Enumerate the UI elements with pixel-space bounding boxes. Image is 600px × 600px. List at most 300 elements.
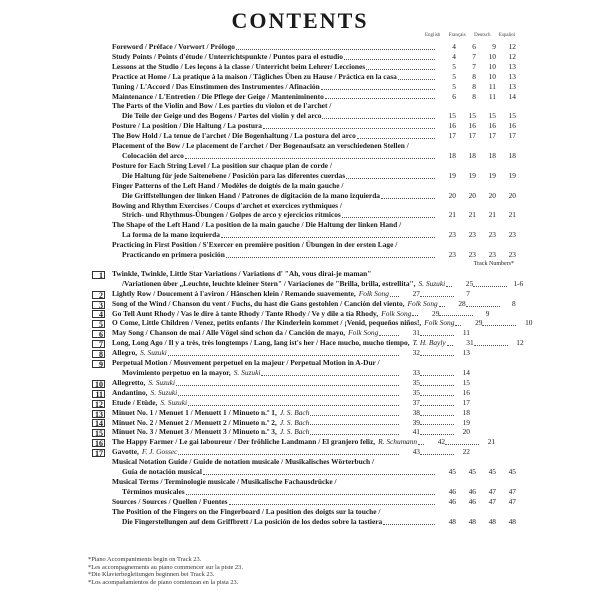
track-number: 21: [487, 437, 496, 447]
page-and-track: [400, 388, 516, 398]
composer: S. Suzuki: [140, 348, 167, 358]
leader-dots: [321, 89, 435, 90]
page-number: 14: [508, 91, 516, 101]
leader-dots: [381, 198, 435, 199]
track-number: 19: [462, 417, 470, 427]
track-numbers-heading: Track Numbers*: [473, 260, 514, 267]
toc-entry-line[interactable]: [112, 42, 516, 52]
page-number: 23: [508, 230, 516, 240]
leader-dots: [412, 315, 418, 316]
leader-dots: [420, 418, 454, 426]
piece-title: Allegro,: [112, 348, 138, 358]
track-number: 15: [462, 377, 470, 387]
track-number: 9: [485, 308, 490, 318]
page-number: 8: [472, 81, 476, 91]
toc-entry-line[interactable]: [112, 151, 516, 161]
page-numbers: [436, 230, 516, 240]
toc-entry-line[interactable]: [112, 72, 516, 82]
piece-number-box: 14: [92, 419, 105, 427]
page-number: 17: [488, 131, 496, 141]
page-number: 17: [508, 131, 516, 141]
toc-entry-line[interactable]: [112, 111, 516, 121]
column-english: English: [425, 33, 441, 38]
page-and-track: [400, 328, 516, 338]
leader-dots: [420, 398, 454, 406]
leader-dots: [420, 368, 454, 376]
page-number: 47: [508, 496, 516, 506]
track-number: 10: [525, 318, 533, 328]
piece-number-box: 8: [92, 350, 105, 358]
piece-title: Long, Long Ago / Il y a très, très longtemps / Lang, lang ist's her / Hace mucho, mucho tiempo,: [112, 338, 410, 348]
page-number: 18: [448, 150, 456, 160]
leader-dots: [176, 385, 399, 386]
page-number: 6: [472, 42, 476, 51]
leader-dots: [263, 128, 435, 129]
page-numbers: [436, 517, 516, 527]
leader-dots: [310, 415, 399, 416]
piece-number-box: 16: [92, 439, 105, 447]
composer: Folk Song: [348, 328, 379, 338]
page-numbers: [436, 250, 516, 260]
toc-entry-line[interactable]: [112, 101, 516, 111]
track-number: 17: [462, 397, 470, 407]
toc-entry-line[interactable]: [112, 477, 516, 487]
leader-dots: [168, 355, 399, 356]
page-number: 17: [448, 131, 456, 141]
entry-title: Die Teile der Geige und des Bogens / Partes del violín y del arco: [122, 111, 322, 121]
page-and-track: [419, 309, 535, 319]
page-number: 48: [468, 516, 476, 526]
page-number: 19: [448, 170, 456, 180]
page-numbers: [436, 151, 516, 161]
piece-number-box: 4: [92, 310, 105, 318]
page-number: 32: [412, 348, 420, 358]
composer: Folk Song: [358, 288, 389, 298]
piece-title: Minuet No. 1 / Menuet 1 / Menuett 1 / Minueto n.º 1,: [112, 407, 277, 417]
entry-title: Posture for Each String Level / La position sur chaque plan de corde /: [112, 160, 332, 170]
toc-entry-line[interactable]: [112, 52, 516, 62]
page-and-track: [454, 338, 570, 348]
entry-title: Placement of the Bow / Le placement de l'archet / Der Bogenaufsatz an verschiedenen Stellen /: [112, 141, 409, 151]
page-number: 15: [508, 111, 516, 121]
leader-dots: [344, 59, 435, 60]
leader-dots: [357, 138, 435, 139]
page-number: 9: [492, 42, 496, 51]
composer: S. Suzuki: [160, 397, 188, 407]
track-number: 14: [462, 368, 470, 377]
piece-number-box: 10: [92, 380, 105, 388]
toc-entry-line[interactable]: [112, 191, 516, 201]
page-and-track: [400, 418, 516, 428]
page-title: CONTENTS: [231, 8, 369, 33]
piece-title: O Come, Little Children / Venez, petits enfants / Ihr Kinderlein kommet / ¡Venid, pequeños niños!,: [112, 318, 422, 328]
leader-dots: [482, 318, 516, 326]
page-number: 47: [508, 486, 516, 496]
page-number: 27: [412, 288, 420, 298]
piece-number-box: 17: [92, 449, 105, 457]
page-number: 31: [412, 328, 420, 338]
entry-title: Guía de notación musical: [122, 467, 202, 477]
column-espanol: Español: [498, 33, 515, 38]
footnote-english: *Piano Accompaniments begin on Track 23.: [88, 556, 202, 563]
piece-number-box: 15: [92, 429, 105, 437]
page-number: 16: [468, 121, 476, 131]
composer: F. J. Gossec: [141, 447, 178, 457]
track-number: 12: [516, 338, 524, 348]
page-number: 6: [452, 91, 456, 101]
entry-title: Foreword / Préface / Vorwort / Prólogo: [112, 42, 236, 51]
track-number: 18: [462, 407, 470, 417]
page-numbers: [436, 52, 516, 62]
piece-number-box: 7: [92, 340, 105, 348]
piece-entry-line[interactable]: [95, 407, 516, 419]
page-and-track: [462, 318, 578, 328]
page-number: 15: [468, 111, 476, 121]
toc-entry-line[interactable]: [112, 517, 516, 527]
page-number: 47: [488, 486, 496, 496]
page-number: 7: [472, 61, 476, 71]
composer: J. S. Bach: [279, 427, 310, 437]
leader-dots: [188, 405, 399, 406]
page-number: 29: [432, 308, 440, 318]
piece-entry-line[interactable]: [99, 298, 516, 310]
piece-entry-line[interactable]: [99, 358, 516, 369]
footnote-spanish: *Los acompañamientos de piano comienzan en la pista 23.: [88, 578, 239, 586]
page-numbers: [436, 210, 516, 220]
piece-title: /Variationen über „Leuchte, leuchte kleiner Stern" / Variaciones de "Brilla, brilla, estrellita",: [122, 278, 416, 288]
leader-dots: [439, 309, 473, 317]
piece-title: May Song / Chanson de mai / Alle Vögel sind schon da / Canción de mayo,: [112, 328, 346, 338]
entry-title: Bowing and Rhythm Exercises / Coups d'archet et exercices rythmiques /: [112, 200, 342, 210]
leader-dots: [261, 375, 399, 376]
track-number: 16: [462, 387, 470, 397]
page-number: 46: [448, 496, 456, 506]
page-number: 5: [452, 81, 456, 91]
piece-title: Lightly Row / Doucement à l'aviron / Hänschen klein / Remando suavemente,: [112, 288, 356, 298]
page-numbers: [436, 191, 516, 201]
page-number: 23: [508, 250, 516, 260]
piece-number-box: 9: [92, 360, 105, 368]
leader-dots: [390, 296, 399, 297]
entry-title: Lessons at the Studio / Les leçons à la classe / Unterricht beim Lehrer/ Lecciones: [112, 61, 366, 71]
page-number: 19: [468, 170, 476, 180]
page-and-track: [425, 437, 541, 447]
page-number: 18: [488, 150, 496, 160]
piece-entry-line[interactable]: [95, 437, 516, 449]
page-number: 5: [452, 71, 456, 81]
piece-entry-line[interactable]: [99, 348, 516, 360]
toc-entry-line[interactable]: [112, 240, 516, 250]
entry-title: The Bow Hold / La tenue de l'archet / Die Bogenhaltung / La postura del arco: [112, 131, 356, 141]
piece-entry-line[interactable]: [99, 268, 516, 280]
page-number: 46: [468, 486, 476, 496]
leader-dots: [439, 306, 445, 307]
leader-dots: [226, 257, 435, 258]
page-number: 21: [468, 210, 476, 220]
piece-entry-line[interactable]: [95, 387, 516, 399]
piece-entry-line[interactable]: [95, 417, 516, 429]
piece-entry-line[interactable]: [99, 328, 516, 340]
leader-dots: [420, 378, 454, 386]
page-number: 23: [488, 250, 496, 260]
leader-dots: [178, 395, 399, 396]
entry-title: Sources / Sources / Quellen / Fuentes: [112, 496, 228, 506]
toc-entry-line[interactable]: [112, 62, 516, 72]
page-number: 39: [412, 417, 420, 427]
leader-dots: [418, 444, 424, 445]
page-number: 42: [437, 437, 446, 447]
leader-dots: [178, 454, 399, 455]
piece-entry-line[interactable]: [95, 427, 516, 439]
page-number: 4: [452, 51, 456, 61]
piece-entry-line[interactable]: [95, 397, 516, 409]
leader-dots: [420, 447, 454, 455]
page-number: 19: [508, 170, 516, 180]
leader-dots: [420, 289, 454, 297]
page-and-track: [400, 289, 516, 299]
entry-title: Musical Terms / Terminologie musicale / Musikalische Fachausdrücke /: [112, 476, 337, 486]
piece-entry-line[interactable]: [99, 308, 516, 320]
leader-dots: [447, 345, 453, 346]
page-number: 12: [508, 42, 516, 51]
track-number: 22: [462, 447, 470, 457]
piece-title: Perpetual Motion / Mouvement perpetuel en la majeur / Perpetual Motion in A-Dur /: [112, 358, 380, 368]
toc-entry-line[interactable]: [112, 467, 516, 477]
track-number: 8: [512, 298, 516, 308]
leader-dots: [420, 427, 454, 435]
page-and-track: [400, 348, 516, 358]
track-number: 20: [462, 427, 470, 437]
toc-entry-line[interactable]: [112, 141, 516, 151]
page-number: 20: [508, 190, 516, 200]
composer: J. S. Bach: [279, 417, 310, 427]
toc-entry-line[interactable]: [112, 230, 516, 240]
page-number: 13: [508, 61, 516, 71]
leader-dots: [221, 237, 435, 238]
page-number: 15: [448, 111, 456, 121]
piece-number-box: 1: [92, 271, 105, 279]
composer: T. H. Bayly: [412, 338, 446, 348]
page-number: 20: [468, 190, 476, 200]
page-number: 45: [488, 467, 496, 477]
toc-entry-line[interactable]: [112, 210, 516, 220]
column-francais: Français: [448, 33, 466, 38]
page-number: 45: [448, 467, 456, 477]
composer: Folk Song: [407, 298, 438, 308]
footnote-german: *Die Klavierbegleitungen beginnen bei Track 23.: [88, 571, 215, 579]
page-number: 29: [475, 318, 483, 328]
toc-entry-line[interactable]: [112, 507, 516, 517]
piece-number-box: 11: [92, 390, 105, 398]
page-number: 46: [468, 496, 476, 506]
page-number: 45: [468, 467, 476, 477]
toc-entry-line[interactable]: [112, 121, 516, 131]
leader-dots: [466, 299, 500, 307]
page-numbers: [436, 467, 516, 477]
leader-dots: [236, 49, 435, 50]
page-number: 23: [448, 230, 456, 240]
page-number: 15: [488, 111, 496, 121]
entry-title: Términos musicales: [122, 486, 185, 496]
page-number: 10: [488, 61, 496, 71]
piece-number-box: 6: [92, 330, 105, 338]
page-number: 20: [448, 190, 456, 200]
page-number: 38: [412, 407, 420, 417]
toc-entry-line[interactable]: [112, 201, 516, 211]
piece-title: Gavotte,: [112, 447, 139, 457]
entry-title: Strich- und Rhythmus-Übungen / Golpes de arco y ejercicios rítmicos: [122, 210, 341, 220]
column-deutsch: Deutsch: [474, 33, 491, 38]
page-numbers: [436, 111, 516, 121]
leader-dots: [446, 286, 452, 287]
piece-entry-line[interactable]: [99, 288, 516, 300]
page-number: 48: [508, 516, 516, 526]
leader-dots: [342, 217, 435, 218]
page-number: 12: [508, 51, 516, 61]
page-number: 20: [488, 190, 496, 200]
leader-dots: [420, 408, 454, 416]
piece-number-box: 12: [92, 400, 105, 408]
page-number: 21: [508, 210, 516, 220]
page-number: 25: [465, 278, 474, 288]
leader-dots: [203, 474, 435, 475]
entry-title: Practice at Home / La pratique à la maison / Tägliches Üben zu Hause / Práctica en la casa: [112, 71, 397, 81]
leader-dots: [229, 504, 435, 505]
leader-dots: [186, 494, 435, 495]
entry-title: Tuning / L'Accord / Das Einstimmen des Instrumentes / Afinación: [112, 81, 320, 91]
page-numbers: [436, 121, 516, 131]
page-numbers: [436, 497, 516, 507]
leader-dots: [420, 388, 454, 396]
page-numbers: [436, 487, 516, 497]
page-and-track: [446, 299, 562, 309]
page-number: 31: [466, 338, 474, 348]
page-number: 18: [468, 150, 476, 160]
composer: S. Suzuki: [148, 377, 175, 387]
piece-title: Song of the Wind / Chanson du vent / Fuchs, du hast die Gans gestohlen / Canción del viento,: [112, 298, 405, 308]
toc-entry-line[interactable]: [112, 487, 516, 497]
page-number: 48: [448, 516, 456, 526]
page-number: 47: [488, 496, 496, 506]
page-number: 33: [412, 368, 420, 377]
page-number: 13: [508, 81, 516, 91]
page-number: 23: [468, 230, 476, 240]
toc-entry-line[interactable]: [112, 131, 516, 141]
page-number: 13: [508, 71, 516, 81]
page-number: 11: [488, 91, 496, 101]
leader-dots: [473, 279, 507, 287]
page-number: 35: [412, 387, 420, 397]
toc-entry-line[interactable]: [112, 92, 516, 102]
track-number: 7: [466, 288, 470, 298]
entry-title: Die Fingerstellungen auf dem Griffbrett / La posición de los dedos sobre la tastiera: [122, 516, 383, 526]
leader-dots: [366, 69, 435, 70]
track-number: 1-6: [513, 278, 524, 288]
toc-entry-line[interactable]: [112, 497, 516, 507]
toc-entry-line[interactable]: [112, 250, 516, 260]
piece-number-box: 13: [92, 410, 105, 418]
page-number: 46: [448, 486, 456, 496]
composer: S. Suzuki: [233, 368, 261, 377]
toc-entry-line[interactable]: [112, 171, 516, 181]
page-and-track: [400, 427, 516, 437]
page-number: 23: [448, 250, 456, 260]
piece-title: Go Tell Aunt Rhody / Vas le dire à tante Rhody / Tante Rhody / Ve y dile a tía Rhody,: [112, 308, 379, 318]
page-number: 10: [488, 71, 496, 81]
piece-entry-line[interactable]: [99, 318, 533, 330]
piece-entry-line[interactable]: [95, 447, 516, 459]
page-number: 16: [488, 121, 496, 131]
piece-entry-line[interactable]: [112, 278, 524, 289]
leader-dots: [398, 79, 435, 80]
footnote-french: *Les accompagnements au piano commencer sur la piste 23.: [88, 563, 243, 571]
page-number: 8: [472, 71, 476, 81]
page-number: 7: [472, 51, 476, 61]
piece-title: The Happy Farmer / Le gai laboureur / Der fröhliche Landmann / El granjero feliz,: [112, 437, 376, 447]
page-number: 5: [452, 61, 456, 71]
page-and-track: [400, 408, 516, 418]
toc-entry-line[interactable]: [112, 82, 516, 92]
page-number: 41: [412, 427, 420, 437]
page-number: 19: [488, 170, 496, 180]
leader-dots: [383, 524, 435, 525]
footnotes: [88, 556, 243, 586]
entry-title: La forma de la mano izquierda: [122, 230, 220, 240]
leader-dots: [474, 338, 508, 346]
page-and-track: [453, 279, 569, 289]
composer: Folk Song: [381, 308, 412, 318]
piece-title: Allegretto,: [112, 377, 146, 387]
page-number: 37: [412, 397, 420, 407]
toc-entry-line[interactable]: [112, 181, 516, 191]
piece-entry-line[interactable]: [99, 338, 524, 350]
page-number: 4: [452, 42, 456, 51]
leader-dots: [420, 328, 454, 336]
page-number: 10: [488, 51, 496, 61]
piece-entry-line[interactable]: [95, 377, 516, 389]
page-number: 28: [458, 298, 466, 308]
toc-entry-line[interactable]: [112, 161, 516, 171]
page-numbers: [436, 42, 516, 52]
piece-title: Movimiento perpetuo en la mayor,: [122, 368, 231, 377]
page-number: 21: [448, 210, 456, 220]
entry-title: The Shape of the Left Hand / La position de la main gauche / Die Haltung der linken Hand /: [112, 220, 402, 230]
composer: J. S. Bach: [279, 407, 310, 417]
piece-title: Etude / Etüde,: [112, 397, 158, 407]
page-number: 48: [488, 516, 496, 526]
page-number: 21: [488, 210, 496, 220]
leader-dots: [455, 325, 461, 326]
composer: S. Suzuki: [418, 278, 446, 288]
page-number: 18: [508, 150, 516, 160]
entry-title: Posture / La position / Die Haltung / La postura: [112, 121, 262, 131]
page-numbers: [436, 62, 516, 72]
page-number: 16: [448, 121, 456, 131]
page-numbers: [436, 72, 516, 82]
page-number: 8: [472, 91, 476, 101]
entry-title: Die Haltung für jede Saitenebene / Posición para las diferentes cuerdas: [122, 170, 346, 180]
entry-title: Die Griffstellungen der linken Hand / Patrones de digitación de la mano izquierda: [122, 190, 381, 200]
page-and-track: [400, 368, 516, 378]
entry-title: Maintenance / L'Entretien / Die Pflege der Geige / Manteniminento: [112, 91, 324, 101]
piece-entry-line[interactable]: [112, 368, 516, 378]
leader-dots: [185, 158, 435, 159]
toc-entry-line[interactable]: [112, 457, 516, 467]
composer: Folk Song: [424, 318, 455, 328]
toc-entry-line[interactable]: [112, 220, 516, 230]
leader-dots: [346, 178, 435, 179]
composer: S. Suzuki: [150, 387, 178, 397]
